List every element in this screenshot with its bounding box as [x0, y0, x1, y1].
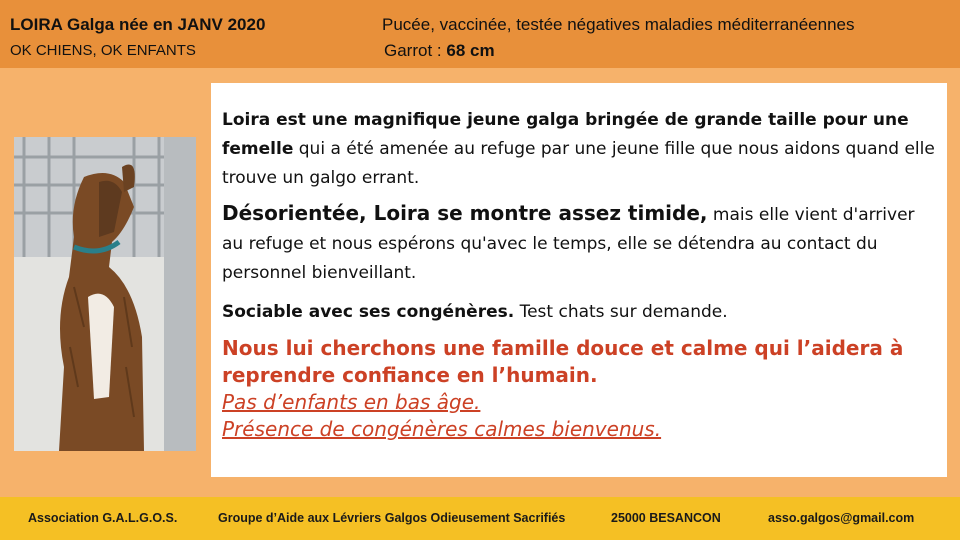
sociability-paragraph [222, 298, 935, 327]
height-value: 68 cm [446, 41, 495, 60]
description-card [211, 83, 947, 477]
height-label: Garrot : [384, 41, 447, 60]
dog-title: LOIRA Galga née en JANV 2020 [10, 15, 266, 34]
intro-rest: qui a été amenée au refuge par une jeune fille que nous aidons quand elle trouve un galgo errant. [222, 139, 935, 188]
dog-photo [14, 137, 196, 451]
temperament-bold: Désorientée, Loira se montre assez timide, [222, 201, 708, 225]
temperament-paragraph [222, 199, 935, 288]
association-location: 25000 BESANCON [611, 511, 721, 525]
health-text: Pucée, vaccinée, testée négatives maladies méditerranéennes [382, 15, 855, 34]
sociability-rest: Test chats sur demande. [514, 302, 728, 322]
sociability-bold: Sociable avec ses congénères. [222, 302, 515, 322]
note-calm-dogs: Présence de congénères calmes bienvenus. [222, 417, 662, 441]
association-name: Association G.A.L.G.O.S. [28, 511, 178, 525]
family-request: Nous lui cherchons une famille douce et calme qui l’aidera à reprendre confiance en l’humain. [222, 336, 904, 387]
association-full-name: Groupe d’Aide aux Lévriers Galgos Odieusement Sacrifiés [218, 511, 566, 525]
height-text [384, 41, 495, 61]
intro-paragraph [222, 106, 935, 193]
temperament-rest: mais elle vient d'arriver au refuge et nous espérons qu'avec le temps, elle se détendra au contact du personnel bienveillant. [222, 205, 915, 283]
dog-photo-image [14, 137, 196, 451]
association-email: asso.galgos@gmail.com [768, 511, 915, 525]
note-no-young-children: Pas d’enfants en bas âge. [222, 390, 481, 414]
intro-bold: Loira est une magnifique jeune galga bringée de grande taille pour une femelle [222, 110, 909, 159]
header-bar [0, 0, 960, 68]
compatibility-text: OK CHIENS, OK ENFANTS [10, 42, 196, 59]
footer-bar [0, 497, 960, 540]
